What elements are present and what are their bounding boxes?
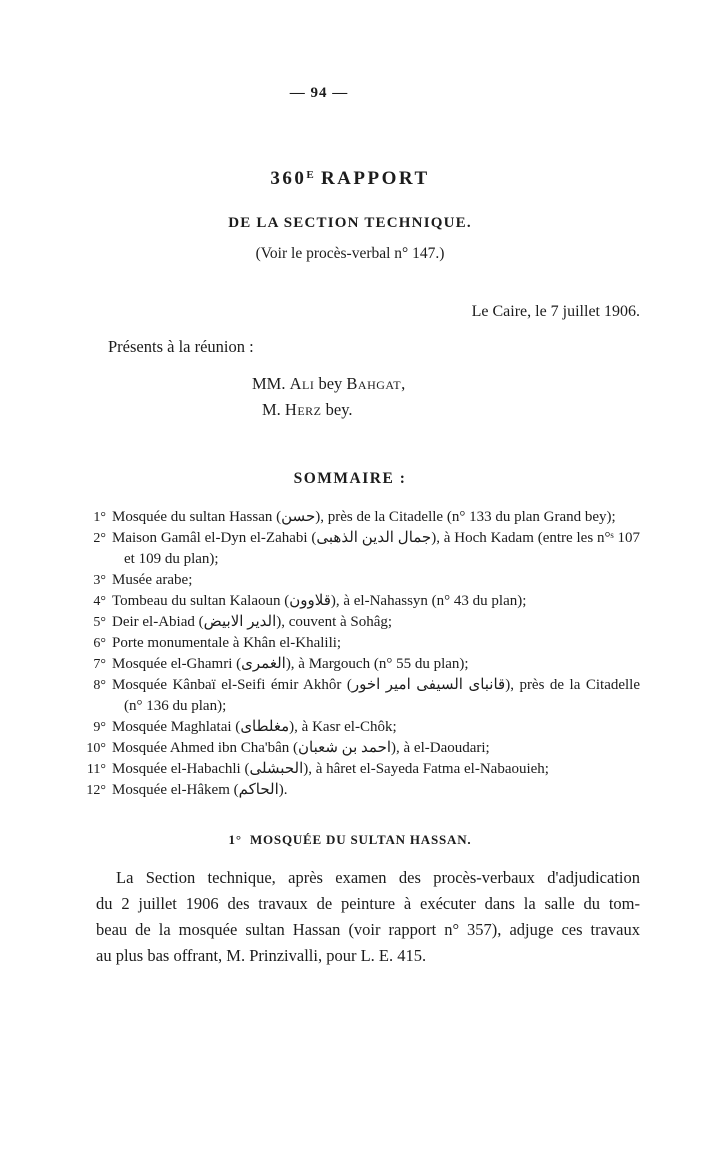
attendee1-suffix: , [401,374,406,393]
item-text: Mosquée Kânbaï el-Seifi émir Akhôr (قانباى السيفى امير اخور), près de la Citadelle (n° 136 du plan); [112,677,640,714]
proces-verbal-reference: (Voir le procès-verbal n° 147.) [255,245,445,262]
report-subtitle: DE LA SECTION TECHNIQUE. [228,215,472,231]
attendee1-last-name: Bahgat [346,374,402,393]
item-number: 9° [93,720,106,735]
report-title [78,168,622,190]
sommaire-item-12 [76,780,640,801]
item-text: Mosquée du sultan Hassan (حسن), près de la Citadelle (n° 133 du plan Grand bey); [112,509,616,525]
sommaire-item-3 [76,570,640,591]
paragraph-line: La Section technique, après examen des procès-verbaux d'adjudication [116,868,640,887]
sommaire-item-9 [76,717,640,738]
attendee1-prefix: MM. [252,374,286,393]
attendee2-name: Herz [284,400,322,419]
item-number: 5° [93,615,106,630]
sommaire-item-5 [76,612,640,633]
attendee2-prefix: M. [262,400,281,419]
attendee-line-1 [252,371,640,397]
item-text: Mosquée el-Habachli (الحبشلى), à hâret el-Sayeda Fatma el-Nabaouieh; [112,761,549,777]
paragraph-line: du 2 juillet 1906 des travaux de peinture à exécuter dans la salle du tom- [96,894,640,913]
item-number: 3° [93,573,106,588]
body-paragraph [96,865,640,969]
document-page [0,85,720,1163]
item-text: Maison Gamâl el-Dyn el-Zahabi (جمال الدين الذهبى), à Hoch Kadam (entre les n°ˢ 107 et 109 du plan); [112,530,640,567]
dateline: Le Caire, le 7 juillet 1906. [471,303,640,320]
item-number: 6° [93,636,106,651]
item-number: 12° [86,783,106,798]
item-number: 10° [86,741,106,756]
section-number: 1° [228,832,242,847]
sommaire-item-11 [76,759,640,780]
attendee2-title: bey. [325,400,353,419]
paragraph-line: au plus bas offrant, M. Prinzivalli, pour L. E. 415. [96,946,427,965]
item-text: Musée arabe; [112,572,193,588]
sommaire-heading: SOMMAIRE : [293,470,407,487]
sommaire-item-7 [76,654,640,675]
item-number: 8° [93,678,106,693]
attendee-line-2 [262,397,640,423]
report-title-number: 360 [270,168,307,189]
sommaire-item-2 [76,528,640,570]
item-text: Mosquée Maghlatai (مغلطاى), à Kasr el-Chôk; [112,719,397,735]
item-number: 1° [93,510,106,525]
item-text: Mosquée el-Hâkem (الحاكم). [112,782,288,798]
attendee1-title: bey [318,374,343,393]
item-text: Mosquée Ahmed ibn Cha'bân (احمد بن شعبان), à el-Daoudari; [112,740,490,756]
report-title-ordinal: E [306,169,314,181]
sommaire-list [76,507,640,801]
item-text: Mosquée el-Ghamri (الغمرى), à Margouch (n° 55 du plan); [112,656,469,672]
sommaire-item-4 [76,591,640,612]
attendees-list [252,371,640,423]
item-text: Deir el-Abiad (الدير الابيض), couvent à Sohâg; [112,614,393,630]
item-number: 7° [93,657,106,672]
page-content [86,85,640,969]
sommaire-item-8 [76,675,640,717]
item-number: 2° [93,531,106,546]
item-text: Tombeau du sultan Kalaoun (قلاوون), à el-Nahassyn (n° 43 du plan); [112,593,527,609]
sommaire-item-1 [76,507,640,528]
item-number: 4° [93,594,106,609]
page-number: — 94 — [289,85,349,101]
paragraph-line: beau de la mosquée sultan Hassan (voir rapport n° 357), adjuge ces travaux [96,920,640,939]
section-title: MOSQUÉE DU SULTAN HASSAN. [249,832,472,847]
sommaire-item-6 [76,633,640,654]
attendees-intro: Présents à la réunion : [108,337,254,356]
sommaire-item-10 [76,738,640,759]
item-text: Porte monumentale à Khân el-Khalili; [112,635,342,651]
report-title-word: RAPPORT [320,168,430,189]
section-heading [78,832,622,848]
attendee1-first-name: Ali [289,374,315,393]
item-number: 11° [86,762,106,777]
